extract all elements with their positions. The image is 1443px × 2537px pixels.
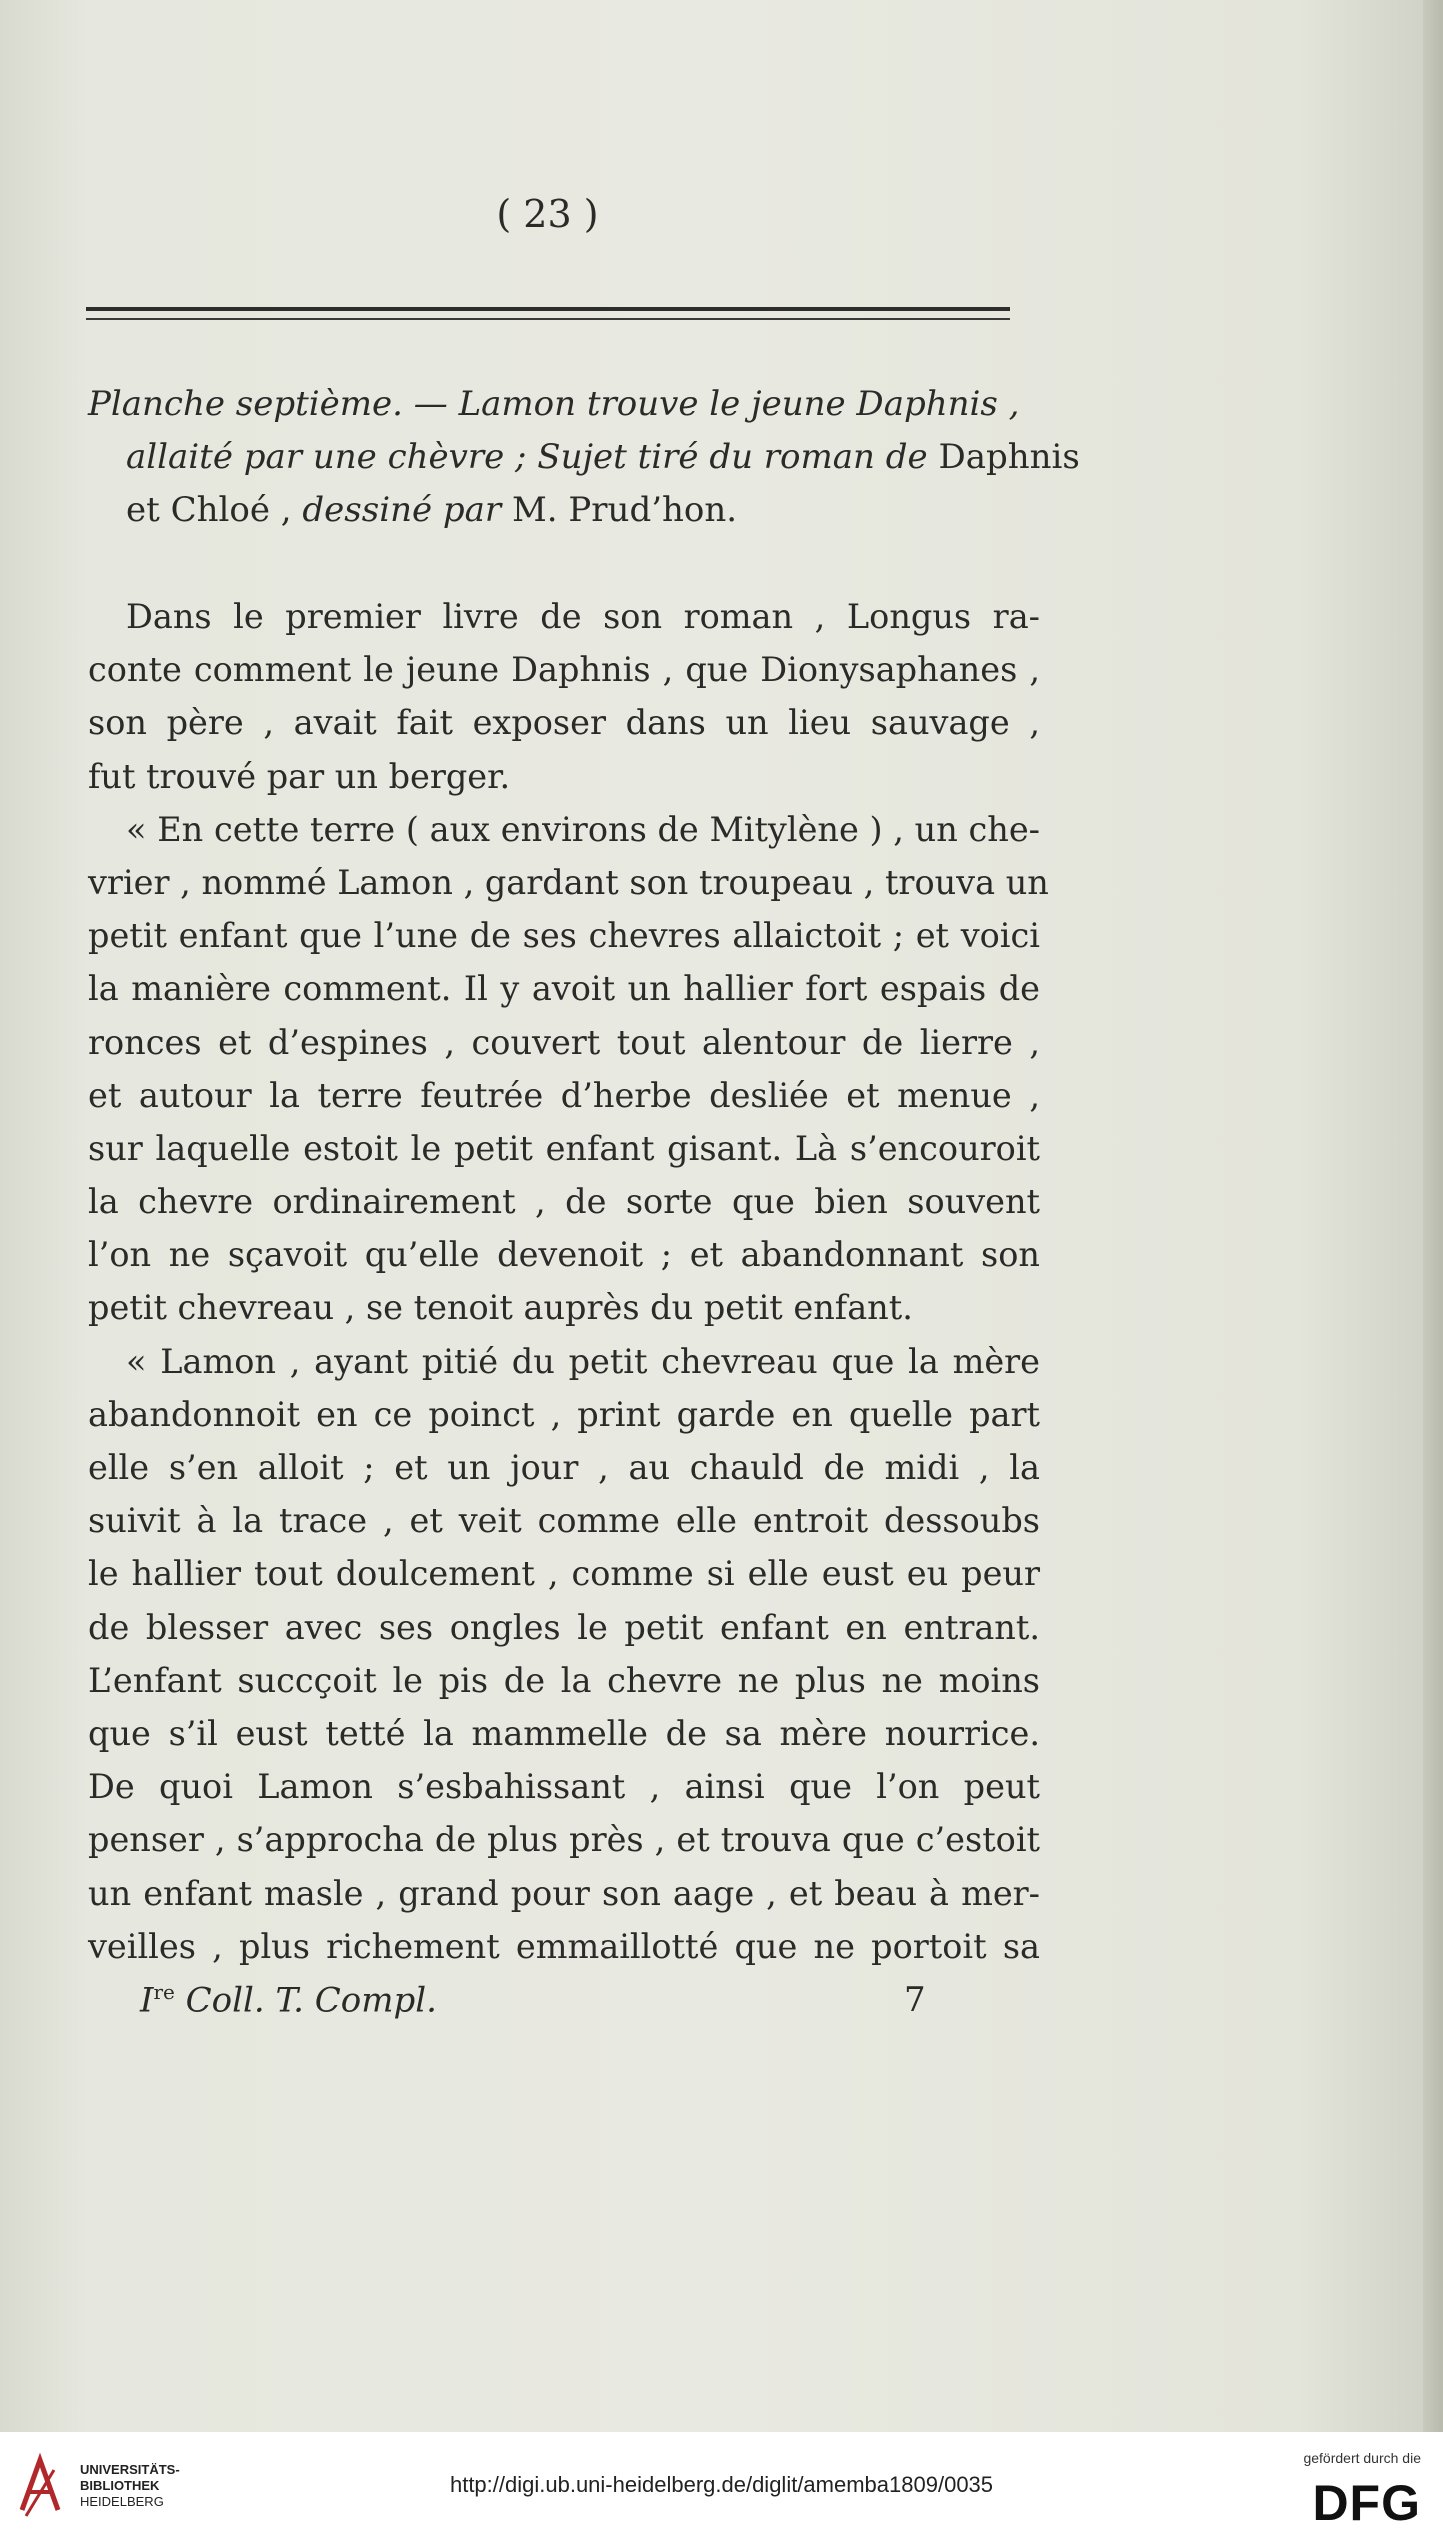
institution-line: BIBLIOTHEK xyxy=(80,2478,160,2493)
caption-line-1-text: Planche septième. — Lamon trouve le jeune Daphnis , xyxy=(88,384,1020,424)
institution-line: UNIVERSITÄTS- xyxy=(80,2462,180,2477)
plate-caption xyxy=(88,378,1080,537)
body-line: la manière comment. Il y avoit un hallier fort espais de xyxy=(88,969,1040,1009)
body-text xyxy=(88,590,1049,1973)
body-line: sur laquelle estoit le petit enfant gisant. Là s’encouroit xyxy=(88,1128,1040,1168)
body-line: et autour la terre feutrée d’herbe desliée et menue , xyxy=(88,1075,1040,1115)
body-line: De quoi Lamon s’esbahissant , ainsi que l’on peut xyxy=(88,1767,1040,1807)
caption-line-2 xyxy=(88,431,1080,484)
caption-line-2-roman: Daphnis xyxy=(938,437,1080,477)
body-line: L’enfant succçoit le pis de la chevre ne plus ne moins xyxy=(88,1660,1040,1700)
body-line: suivit à la trace , et veit comme elle entroit dessoubs xyxy=(88,1501,1040,1541)
body-line: « Lamon , ayant pitié du petit chevreau que la mère xyxy=(126,1341,1040,1381)
body-line: son père , avait fait exposer dans un lieu sauvage , xyxy=(88,703,1040,743)
caption-line-2-italic: allaité par une chèvre ; Sujet tiré du roman de xyxy=(126,437,939,477)
body-line: ronces et d’espines , couvert tout alentour de lierre , xyxy=(88,1022,1040,1062)
body-line: de blesser avec ses ongles le petit enfant en entrant. xyxy=(88,1607,1040,1647)
body-line: penser , s’approcha de plus près , et trouva que c’estoit xyxy=(88,1820,1040,1860)
body-line: Dans le premier livre de son roman , Longus ra- xyxy=(126,597,1040,636)
header-rule-thin xyxy=(86,318,1010,320)
page-spine-shadow xyxy=(1423,0,1443,2432)
signature-number: 7 xyxy=(904,1980,926,2020)
header-rule-thick xyxy=(86,307,1010,311)
dfg-logo: DFG xyxy=(1312,2475,1421,2531)
page-number: ( 23 ) xyxy=(496,192,599,236)
body-line: veilles , plus richement emmaillotté que ne portoit sa xyxy=(88,1926,1040,1966)
institution-line: HEIDELBERG xyxy=(80,2494,164,2509)
body-line: fut trouvé par un berger. xyxy=(88,756,511,796)
permalink-url[interactable]: http://digi.ub.uni-heidelberg.de/diglit/amemba1809/0035 xyxy=(449,2472,994,2497)
body-line: conte comment le jeune Daphnis , que Dionysaphanes , xyxy=(88,650,1040,690)
signature-text: Coll. T. Compl. xyxy=(174,1980,437,2021)
body-line: vrier , nommé Lamon , gardant son troupeau , trouva un xyxy=(88,862,1049,902)
body-line: la chevre ordinairement , de sorte que bien souvent xyxy=(88,1182,1040,1222)
body-line: « En cette terre ( aux environs de Mitylène ) , un che- xyxy=(126,809,1040,849)
viewer-footer xyxy=(0,2432,1443,2537)
signature-mark xyxy=(140,1980,437,2020)
caption-line-3 xyxy=(88,484,1040,537)
sponsor-note: gefördert durch die xyxy=(1303,2450,1421,2466)
caption-line-3-name: M. Prud’hon. xyxy=(501,490,738,530)
caption-line-1 xyxy=(88,378,1040,431)
body-line: un enfant masle , grand pour son aage , et beau à mer- xyxy=(88,1873,1040,1913)
body-line: que s’il eust tetté la mammelle de sa mère nourrice. xyxy=(88,1713,1040,1753)
body-line: l’on ne sçavoit qu’elle devenoit ; et abandonnant son xyxy=(88,1235,1040,1275)
body-line: petit chevreau , se tenoit auprès du petit enfant. xyxy=(88,1288,913,1328)
body-line: elle s’en alloit ; et un jour , au chauld de midi , la xyxy=(88,1448,1040,1487)
signature-sup: re xyxy=(153,1980,175,2004)
body-line: petit enfant que l’une de ses chevres allaictoit ; et voici xyxy=(88,916,1040,956)
caption-line-3-italic: dessiné par xyxy=(302,490,502,530)
signature-prefix: I xyxy=(140,1980,154,2021)
body-line: abandonnoit en ce poinct , print garde en quelle part xyxy=(88,1394,1040,1434)
caption-line-3-roman: et Chloé , xyxy=(126,490,303,530)
body-line: le hallier tout doulcement , comme si elle eust eu peur xyxy=(88,1554,1040,1594)
